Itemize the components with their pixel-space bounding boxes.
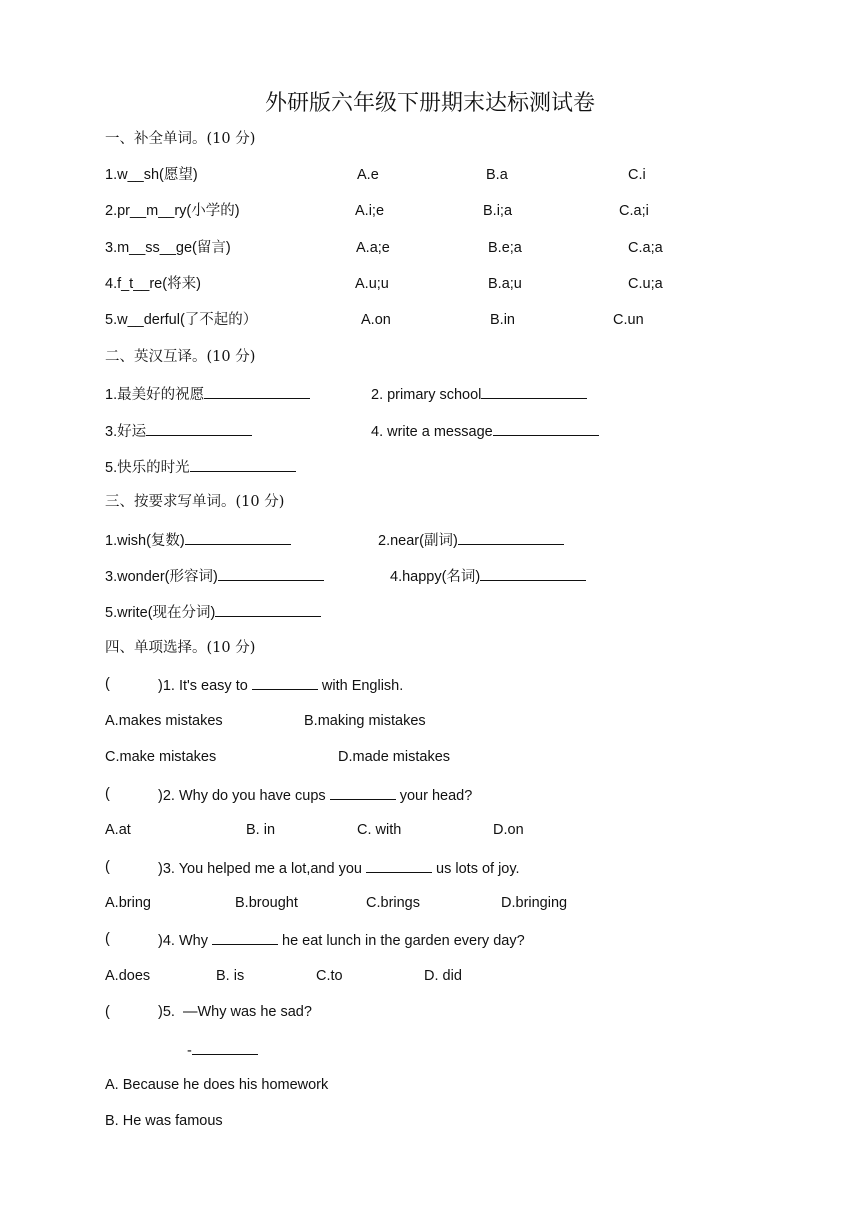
options-row: A.bring B.brought C.brings D.bringing: [105, 895, 568, 911]
options-row: B. He was famous: [105, 1113, 223, 1129]
section-2-heading: 二、英汉互译。(10 分): [105, 349, 256, 365]
question-1: ( )1. It's easy to with English.: [0, 671, 860, 697]
options-row: A. Because he does his homework: [105, 1077, 329, 1093]
answer-blank[interactable]: [192, 1036, 258, 1055]
options-row: A.at B. in C. with D.on: [105, 822, 524, 838]
list-item: 5.w__derful(了不起的） A.on B.in C.un: [105, 312, 644, 328]
list-item: 1.wish(复数) 2.near(副词): [0, 526, 860, 552]
answer-blank[interactable]: [215, 598, 321, 617]
list-item: 3.wonder(形容词) 4.happy(名词): [0, 562, 860, 588]
answer-blank[interactable]: [146, 417, 252, 436]
answer-blank[interactable]: [458, 526, 564, 545]
answer-blank[interactable]: [252, 671, 318, 690]
answer-blank[interactable]: [480, 562, 586, 581]
list-item: 4.f_t__re(将来) A.u;u B.a;u C.u;a: [105, 276, 663, 292]
exam-title: 外研版六年级下册期末达标测试卷: [264, 91, 595, 116]
list-item: 5.write(现在分词): [0, 598, 860, 624]
question-3: ( )3. You helped me a lot,and you us lots of joy.: [0, 854, 860, 880]
answer-blank[interactable]: [481, 380, 587, 399]
list-item: 1.w__sh(愿望) A.e B.a C.i: [105, 167, 646, 183]
options-row: A.makes mistakes B.making mistakes: [105, 713, 426, 729]
answer-blank[interactable]: [330, 781, 396, 800]
section-3-heading: 三、按要求写单词。(10 分): [105, 494, 285, 510]
answer-blank[interactable]: [493, 417, 599, 436]
list-item: 3.好运 4. write a message: [0, 417, 860, 443]
options-row: C.make mistakes D.made mistakes: [105, 749, 451, 765]
question-4: ( )4. Why he eat lunch in the garden every day?: [0, 926, 860, 952]
section-4-heading: 四、单项选择。(10 分): [105, 640, 256, 656]
list-item: 3.m__ss__ge(留言) A.a;e B.e;a C.a;a: [105, 240, 663, 256]
answer-blank[interactable]: [218, 562, 324, 581]
answer-blank[interactable]: [204, 380, 310, 399]
question-2: ( )2. Why do you have cups your head?: [0, 781, 860, 807]
answer-line: -: [0, 1036, 860, 1062]
section-1-heading: 一、补全单词。(10 分): [105, 131, 256, 147]
list-item: 1.最美好的祝愿 2. primary school: [0, 380, 860, 406]
question-5: ( )5. —Why was he sad?: [105, 1004, 312, 1020]
answer-blank[interactable]: [212, 926, 278, 945]
answer-blank[interactable]: [366, 854, 432, 873]
answer-blank[interactable]: [190, 453, 296, 472]
options-row: A.does B. is C.to D. did: [105, 968, 462, 984]
list-item: 5.快乐的时光: [0, 453, 860, 479]
list-item: 2.pr__m__ry(小学的) A.i;e B.i;a C.a;i: [105, 203, 649, 219]
answer-blank[interactable]: [185, 526, 291, 545]
